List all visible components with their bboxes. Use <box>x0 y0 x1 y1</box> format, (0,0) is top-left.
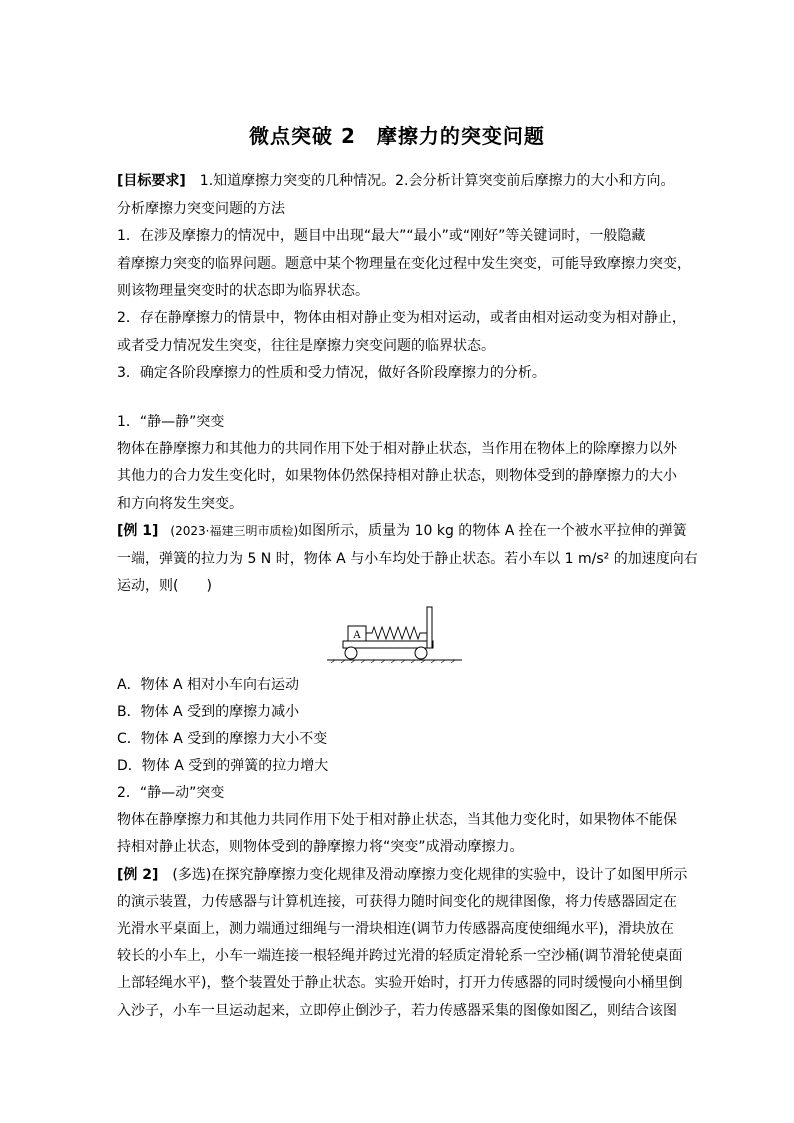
objectives-tag: [目标要求] <box>117 173 186 189</box>
method-line: 或者受力情况发生突变，往往是摩擦力突变问题的临界状态。 <box>117 338 495 354</box>
objectives-text: 1.知道摩擦力突变的几种情况。2.会分析计算突变前后摩擦力的大小和方向。 <box>185 173 675 189</box>
section-line: 持相对静止状态，则物体受到的静摩擦力将“突变”成滑动摩擦力。 <box>117 839 524 855</box>
option-b: B．物体 A 受到的摩擦力减小 <box>117 704 300 720</box>
option-d: D．物体 A 受到的弹簧的拉力增大 <box>117 758 329 774</box>
example-text: 如图所示，质量为 10 kg 的物体 A 拴在一个被水平拉伸的弹簧 <box>298 523 687 539</box>
method-line: 3．确定各阶段摩擦力的性质和受力情况，做好各阶段摩擦力的分析。 <box>117 365 546 381</box>
section-line: 和方向将发生突变。 <box>117 496 243 512</box>
example-line: 一端，弹簧的拉力为 5 N 时，物体 A 与小车均处于静止状态。若小车以 1 m/s² 的加速度向右 <box>117 551 698 567</box>
option-c: C．物体 A 受到的摩擦力大小不变 <box>117 731 328 747</box>
example-text: (多选)在探究静摩擦力变化规律及滑动摩擦力变化规律的实验中，设计了如图甲所示 <box>158 867 688 883</box>
section-heading: 1．“静—静”突变 <box>117 414 225 430</box>
section-line: 其他力的合力发生变化时，如果物体仍然保持相对静止状态，则物体受到的静摩擦力的大小 <box>117 468 677 484</box>
wheel-left <box>345 647 357 659</box>
option-a: A．物体 A 相对小车向右运动 <box>117 677 300 693</box>
page-title: 微点突破 2 摩擦力的突变问题 <box>249 124 545 148</box>
method-line: 1．在涉及摩擦力的情况中，题目中出现“最大”“最小”或“刚好”等关键词时，一般隐藏 <box>117 228 646 244</box>
wheel-right <box>415 647 427 659</box>
example-line: 光滑水平桌面上，测力端通过细绳与一滑块相连(调节力传感器高度使细绳水平)，滑块放在 <box>117 921 674 937</box>
example-tag: [例 1] <box>117 523 159 539</box>
method-heading: 分析摩擦力突变问题的方法 <box>117 201 285 217</box>
section-heading: 2．“静—动”突变 <box>117 785 225 801</box>
method-line: 2．存在静摩擦力的情景中，物体由相对静止变为相对运动，或者由相对运动变为相对静止， <box>117 310 686 326</box>
objectives-line <box>117 172 682 190</box>
example-line: 运动，则( ) <box>117 578 212 594</box>
cart-upright <box>427 607 432 648</box>
section-line: 物体在静摩擦力和其他力共同作用下处于相对静止状态，当其他力变化时，如果物体不能保 <box>117 812 677 828</box>
section-line: 物体在静摩擦力和其他力的共同作用下处于相对静止状态，当作用在物体上的除摩擦力以外 <box>117 441 677 457</box>
example-line: 入沙子，小车一旦运动起来，立即停止倒沙子，若力传感器采集的图像如图乙，则结合该图 <box>117 1003 677 1019</box>
example-line: 较长的小车上，小车一端连接一根轻绳并跨过光滑的轻质定滑轮系一空沙桶(调节滑轮使桌面 <box>117 948 683 964</box>
example-source: (2023·福建三明市质检) <box>158 524 299 538</box>
method-line: 着摩擦力突变的临界问题。题意中某个物理量在变化过程中发生突变，可能导致摩擦力突变， <box>117 256 691 272</box>
block-a-label: A <box>353 630 361 641</box>
example-tag: [例 2] <box>117 867 159 883</box>
example-line: 上部轻绳水平)，整个装置处于静止状态。实验开始时，打开力传感器的同时缓慢向小桶里倒 <box>117 975 683 991</box>
example-line <box>117 522 687 540</box>
example-line <box>117 866 688 884</box>
method-line: 则该物理量突变时的状态即为临界状态。 <box>117 283 369 299</box>
spring <box>366 627 427 639</box>
example-line: 的演示装置，力传感器与计算机连接，可获得力随时间变化的规律图像，将力传感器固定在 <box>117 894 677 910</box>
cart-spring-figure <box>327 603 467 663</box>
